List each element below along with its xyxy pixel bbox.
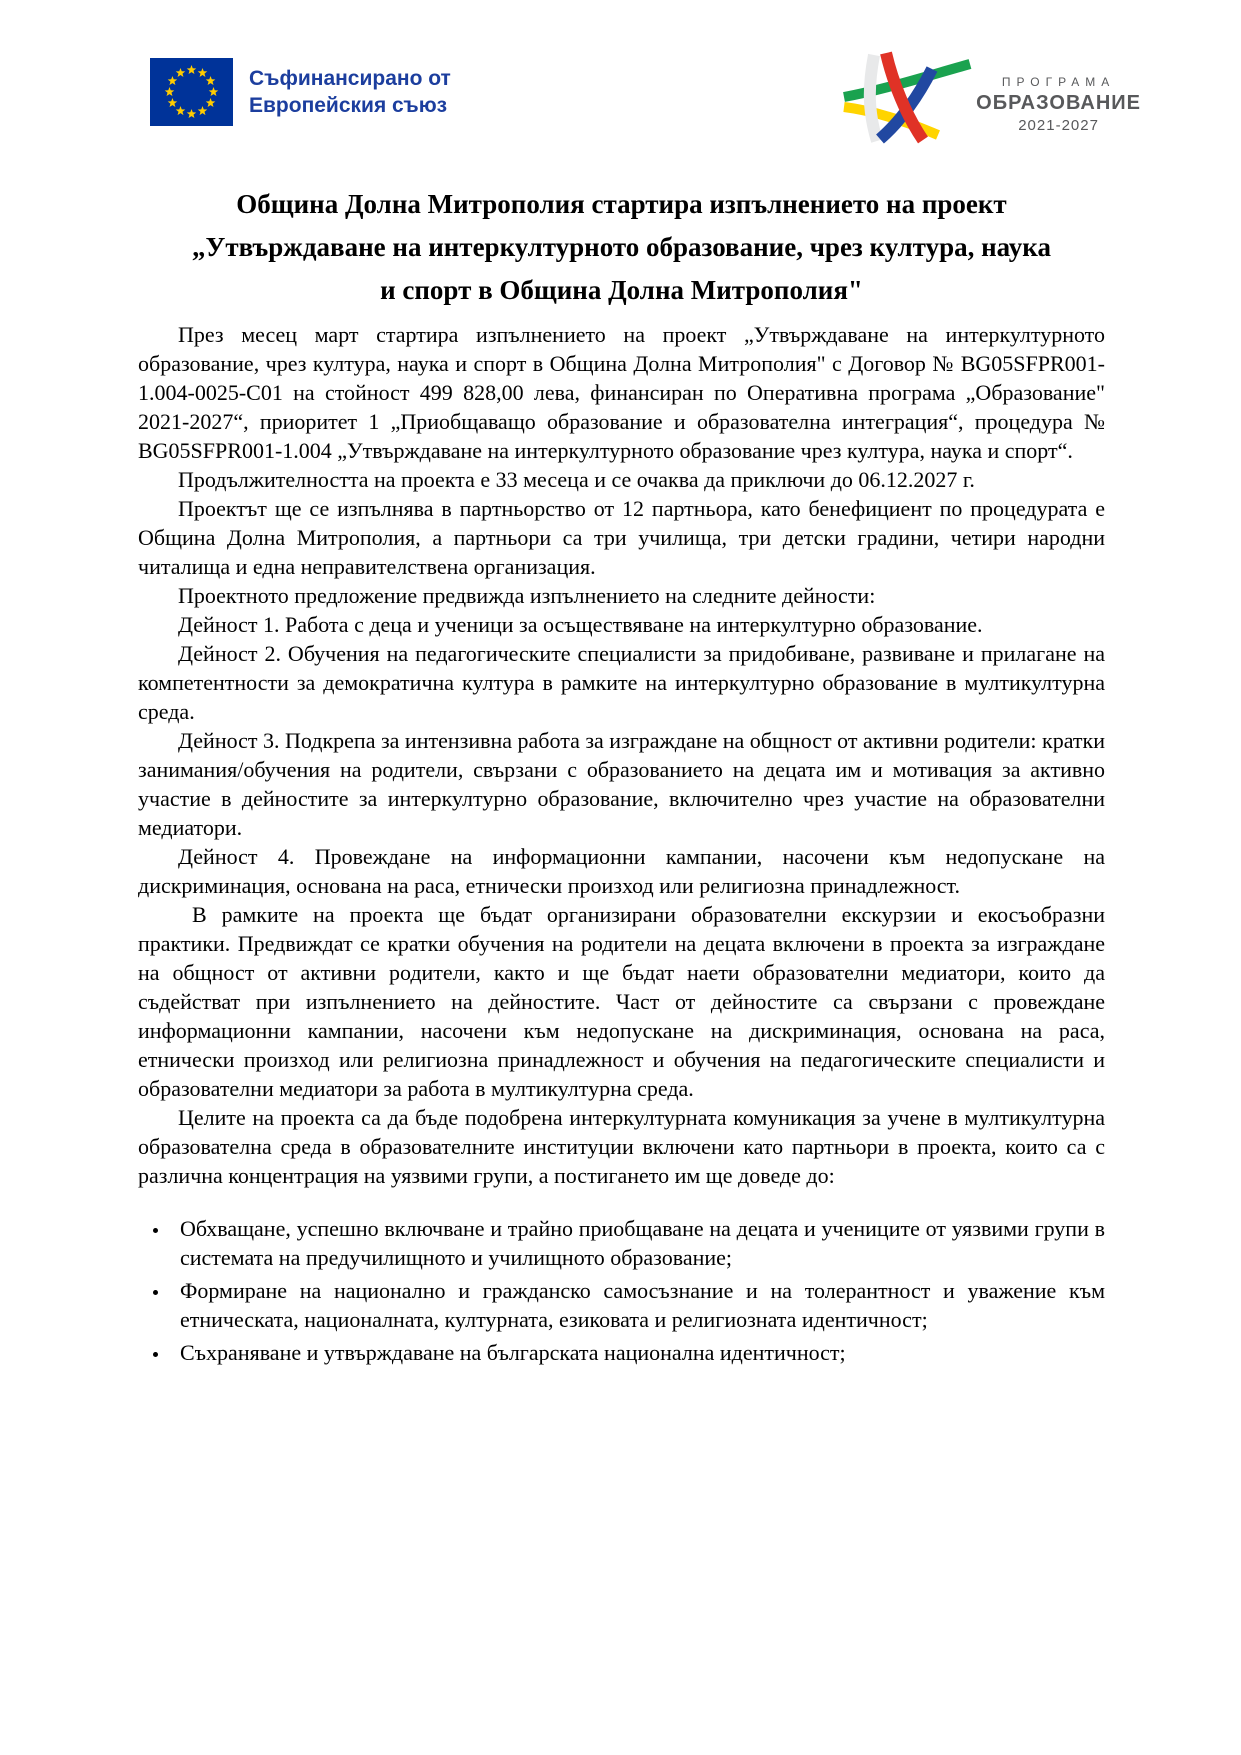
program-education-logo: [842, 49, 1141, 149]
goals-bullet-list: [138, 1214, 1105, 1367]
list-item: • Съхраняване и утвърждаване на българската национална идентичност;: [170, 1338, 1105, 1367]
paragraph: Дейност 2. Обучения на педагогическите специалисти за придобиване, развиване и прилагане на компетентности за демократична култура в рамките на интеркултурно образование в мултикултурна среда.: [138, 641, 1105, 724]
eu-caption: [249, 65, 451, 119]
paragraph: Проектът ще се изпълнява в партньорство от 12 партньора, като бенефициент по процедурата е Община Долна Митрополия, а партньори са три училища, три детски градини, четири народни читалища и една неправителствена организация.: [138, 496, 1105, 579]
paragraph: Дейност 1. Работа с деца и ученици за осъществяване на интеркултурно образование.: [178, 612, 983, 637]
paragraph: В рамките на проекта ще бъдат организирани образователни екскурзии и екосъобразни практики. Предвиждат се кратки обучения на родители на децата включени в проекта за изграждане на общност от активни родители, както и ще бъдат наети образователни медиатори, които да съдействат при изпълнението на дейностите. Част от дейностите са свързани с провеждане информационни кампании, насочени към недопускане на дискриминация, основана на раса, етнически произход или религиозна принадлежност и обучения на педагогическите специалисти и образователни медиатори за работа в мултикултурна среда.: [138, 902, 1105, 1101]
list-item: • Формиране на национално и гражданско самосъзнание и на толерантност и уважение към етническата, националната, културната, езиковата и религиозната идентичност;: [170, 1276, 1105, 1334]
eu-flag-icon: [150, 58, 233, 126]
program-name: ОБРАЗОВАНИЕ: [976, 91, 1141, 114]
title-line: „Утвърждаване на интеркултурното образование, чрез култура, наука: [192, 232, 1051, 262]
paragraph: През месец март стартира изпълнението на проект „Утвърждаване на интеркултурното образование, чрез култура, наука и спорт в Община Долна Митрополия" с Договор № BG05SFPR001-1.004-0025-C01 на стойност 499 828,00 лева, финансиран по Оперативна програма „Образование" 2021-2027“, приоритет 1 „Приобщаващо образование и образователна интеграция“, процедура № BG05SFPR001-1.004 „Утвърждаване на интеркултурното образование чрез култура, наука и спорт“.: [138, 322, 1105, 463]
document-body: [0, 183, 1241, 1367]
title-line: Община Долна Митрополия стартира изпълнението на проект: [236, 189, 1007, 219]
page-title: [138, 183, 1105, 312]
program-years: 2021-2027: [1018, 116, 1099, 134]
paragraph: Продължителността на проекта е 33 месеца и се очаква да приключи до 06.12.2027 г.: [178, 467, 975, 492]
eu-caption-line1: Съфинансирано от: [249, 67, 451, 90]
paragraph: Дейност 3. Подкрепа за интензивна работа за изграждане на общност от активни родители: кратки занимания/обучения на родители, свързани с образованието на децата им и мотивация за активно участие в дейностите за интеркултурно образование, включително чрез участие на образователни медиатори.: [138, 728, 1105, 840]
header: [0, 0, 1241, 149]
program-logo-text: [976, 75, 1141, 134]
eu-caption-line2: Европейския съюз: [249, 94, 448, 117]
eu-funding-logo: [150, 58, 451, 126]
paragraph: Проектното предложение предвижда изпълнението на следните дейности:: [178, 583, 876, 608]
program-kicker: ПРОГРАМА: [1001, 74, 1116, 89]
paragraph: Целите на проекта са да бъде подобрена интеркултурната комуникация за учене в мултикултурна образователна среда в образователните институции включени като партньори в проекта, които са с различна концентрация на уязвими групи, а постигането им ще доведе до:: [138, 1105, 1105, 1188]
list-item: • Обхващане, успешно включване и трайно приобщаване на децата и учениците от уязвими групи в системата на предучилищното и училищното образование;: [170, 1214, 1105, 1272]
paragraph: Дейност 4. Провеждане на информационни кампании, насочени към недопускане на дискриминация, основана на раса, етнически произход или религиозна принадлежност.: [138, 844, 1105, 898]
program-ribbons-icon: [842, 49, 972, 149]
title-line: и спорт в Община Долна Митрополия": [380, 275, 863, 305]
